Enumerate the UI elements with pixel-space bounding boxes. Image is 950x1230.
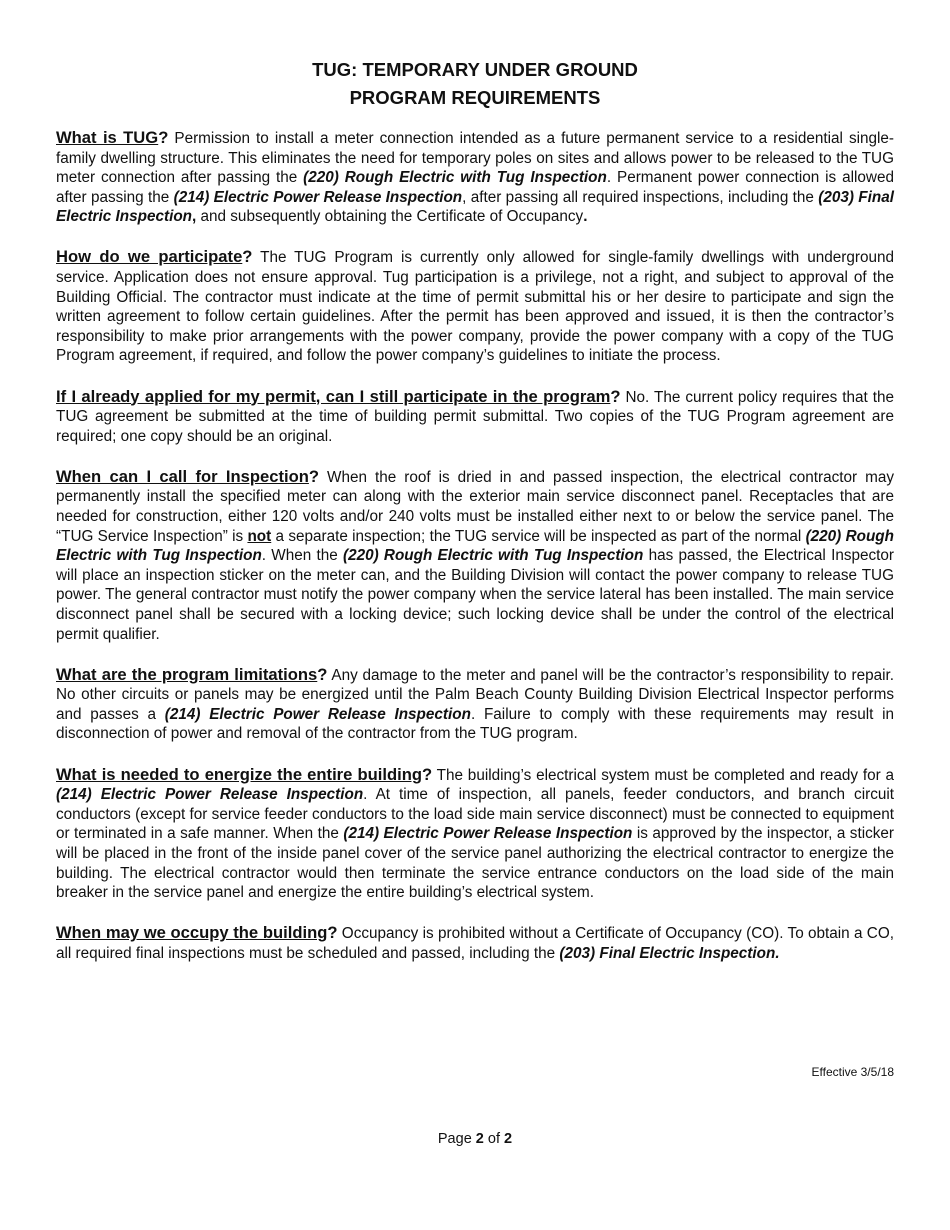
- inspection-reference: (203) Final Electric Inspection.: [559, 944, 780, 962]
- section-heading: If I already applied for my permit, can I still participate in the program?: [56, 386, 621, 406]
- inspection-reference: (214) Electric Power Release Inspection: [56, 786, 364, 804]
- section-how-participate: How do we participate? The TUG Program is currently only allowed for single-family dwellings with underground service. Application does not ensure approval. Tug participation is a privilege, not a right, and subject to approval of the Building Official. The contractor must indicate at the time of permit submittal his or her desire to participate and sign the written agreement to follow certain guidelines. After the permit has been approved and issued, it is then the contractor’s responsibility to make prior arrangements with the power company, provide the power company with a copy of the TUG Program agreement, if required, and follow the power company’s guidelines to initiate the process.: [56, 247, 894, 365]
- section-heading: How do we participate?: [56, 247, 253, 267]
- section-heading: When can I call for Inspection?: [56, 466, 320, 486]
- section-heading: When may we occupy the building?: [56, 923, 338, 943]
- inspection-reference: (214) Electric Power Release Inspection: [343, 825, 633, 843]
- inspection-reference: (220) Rough Electric with Tug Inspection: [303, 169, 607, 187]
- inspection-reference: (220) Rough Electric with Tug Inspection: [56, 527, 894, 565]
- inspection-reference: (214) Electric Power Release Inspection: [164, 705, 471, 723]
- section-heading: What is TUG?: [56, 128, 169, 147]
- section-already-applied: If I already applied for my permit, can I still participate in the program? No. The current policy requires that the TUG agreement be submitted at the time of building permit submittal. Two copies of the TUG Program agreement are required; one copy should be an original.: [56, 386, 894, 445]
- effective-date: Effective 3/5/18: [811, 1065, 894, 1079]
- section-call-inspection: When can I call for Inspection? When the roof is dried in and passed inspection, the electrical contractor may permanently install the specified meter can along with the exterior main service disconnect panel. Receptacles that are needed for construction, either 120 volts and/or 240 volts must be installed either next to or below the service panel. The “TUG Service Inspection” is not a separate inspection; the TUG service will be inspected as part of the normal (220) Rough Electric with Tug Inspection. When the (220) Rough Electric with Tug Inspection has passed, the Electrical Inspector will place an inspection sticker on the meter can, and the Building Division will contact the power company to release TUG power. The general contractor must notify the power company when the service lateral has been installed. The main service disconnect panel shall be secured with a locking device; such locking device shall be under the control of the electrical permit qualifier.: [56, 466, 894, 643]
- section-what-is-tug: What is TUG? Permission to install a meter connection intended as a future permanent service to a residential single-family dwelling structure. This eliminates the need for temporary poles on sites and allows power to be released to the TUG meter connection after passing the (220) Rough Electric with Tug Inspection. Permanent power connection is allowed after passing the (214) Electric Power Release Inspection, after passing all required inspections, including the (203) Final Electric Inspection, and subsequently obtaining the Certificate of Occupancy.: [56, 128, 895, 226]
- section-occupy-building: When may we occupy the building? Occupancy is prohibited without a Certificate of Occupancy (CO). To obtain a CO, all required final inspections must be scheduled and passed, including the (203) Final Electric Inspection.: [56, 923, 895, 962]
- section-energize-building: What is needed to energize the entire building? The building’s electrical system must be completed and ready for a (214) Electric Power Release Inspection. At time of inspection, all panels, feeder conductors, and branch circuit conductors (except for service feeder conductors to the load side main service disconnect) must be connected to equipment or terminated in a safe manner. When the (214) Electric Power Release Inspection is approved by the inspector, a sticker will be placed in the front of the inside panel cover of the service panel authorizing the electrical contractor to energize the building. The electrical contractor would then terminate the service entrance conductors on the load side of the main breaker in the service panel and energize the entire building’s electrical system.: [56, 764, 895, 902]
- inspection-reference: (214) Electric Power Release Inspection: [173, 188, 463, 206]
- title-line-1: TUG: TEMPORARY UNDER GROUND: [312, 59, 638, 80]
- document-body: [56, 128, 894, 984]
- inspection-reference: (220) Rough Electric with Tug Inspection: [342, 547, 644, 565]
- title-line-2: PROGRAM REQUIREMENTS: [349, 87, 601, 108]
- section-heading: What are the program limitations?: [56, 664, 328, 684]
- inspection-reference: (203) Final Electric Inspection: [56, 188, 895, 226]
- section-program-limitations: What are the program limitations? Any damage to the meter and panel will be the contractor’s responsibility to repair. No other circuits or panels may be energized until the Palm Beach County Building Division Electrical Inspector performs and passes a (214) Electric Power Release Inspection. Failure to comply with these requirements may result in disconnection of power and removal of the contractor from the TUG program.: [56, 664, 894, 743]
- page-number: Page 2 of 2: [437, 1131, 513, 1147]
- page-title: [0, 56, 950, 112]
- emphasis-not: not: [247, 527, 272, 545]
- section-heading: What is needed to energize the entire building?: [56, 764, 433, 784]
